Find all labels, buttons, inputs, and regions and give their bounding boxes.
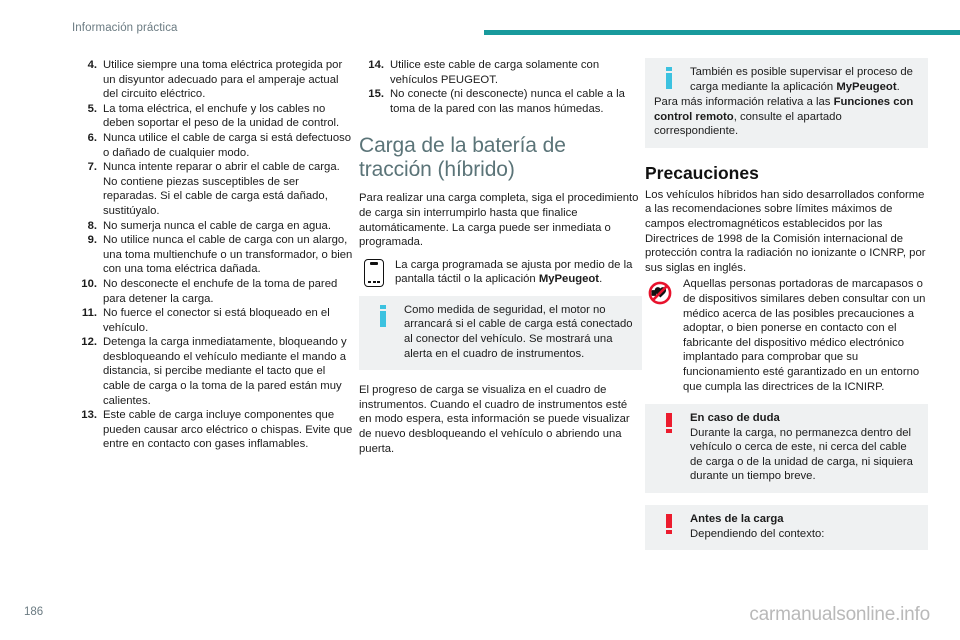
list-item-number: 4. [87,59,97,71]
section-heading-precauciones: Precauciones [645,162,759,183]
header-rule [484,30,960,35]
intro-paragraph: Para realizar una carga completa, siga el procedimiento de carga sin interrumpirlo hasta que finalice automáticamente. La carga puede ser inmediata o programada. [359,192,639,249]
precauciones-paragraph: Los vehículos híbridos han sido desarrollados conforme a las recomendaciones sobre límites máximos de campos electromagnéticos establecidos por las Directrices de 1998 de la Comisión internacional de protección contra la radiación no ionizante o ICNRP, por sus siglas en inglés. [645,188,926,274]
list-item-number: 8. [87,219,97,232]
pacemaker-callout [645,277,928,394]
list-item-text: La toma eléctrica, el enchufe y los cables no deben soportar el peso de la unidad de control. [103,102,340,130]
list-item-text: Nunca utilice el cable de carga si está defectuoso o dañado de cualquier modo. [103,131,352,159]
info-icon [656,66,682,94]
list-item-text: No sumerja nunca el cable de carga en agua. [103,219,331,232]
list-item [359,87,642,116]
info-callout-mypeugeot [645,58,928,148]
list-item-text: No conecte (ni desconecte) nunca el cable a la toma de la pared con las manos húmedas. [390,88,625,115]
list-item [72,408,355,452]
phone-callout-tail: . [599,273,603,286]
list-item [72,233,355,277]
list-item-text: Utilice siempre una toma eléctrica protegida por un disyuntor adecuado para el amperaje actual del circuito eléctrico. [103,59,343,101]
list-item [72,219,355,234]
info-callout-line1: También es posible supervisar el proceso de carga mediante la aplicación [690,66,913,93]
list-item [72,335,355,408]
watermark: carmanualsonline.info [749,604,930,625]
list-item-text: No desconecte el enchufe de la toma de pared para detener la carga. [103,277,338,305]
phone-callout-bold: MyPeugeot [538,273,600,286]
list-item-number: 15. [368,88,384,101]
column-2 [359,58,642,456]
no-pacemaker-icon [647,278,673,306]
info-callout-bold1: MyPeugeot [836,80,897,93]
info-callout-after-bold1: . [896,80,900,93]
warning-text: Durante la carga, no permanezca dentro del vehículo o cerca de este, ni cerca del cable de carga o de la unidad de carga, ni siquiera durante un tiempo breve. [690,426,913,483]
info-callout-after-bold2: , consulte el apartado correspondiente. [654,110,842,138]
column-3 [645,58,928,550]
list-item [72,58,355,102]
list-item-number: 11. [81,307,97,320]
smartphone-icon [361,259,387,287]
list-item-number: 7. [87,161,97,174]
closing-paragraph: El progreso de carga se visualiza en el cuadro de instrumentos. Cuando el cuadro de instrumentos esté en modo espera, esta información se puede visualizar de nuevo desbloqueando el vehículo o abriendo una puerta. [359,384,630,455]
list-item-number: 14. [368,59,384,71]
list-item-text: Utilice este cable de carga solamente con vehículos PEUGEOT. [390,59,600,86]
list-item-text: Nunca intente reparar o abrir el cable de carga. No contiene piezas susceptibles de ser reparadas. Si el cable de carga está dañado, sustitúyalo. [103,161,340,217]
warning-callout-antes [645,505,928,550]
list-item-number: 5. [87,102,97,115]
warning-icon [656,513,682,541]
header-title: Información práctica [72,22,178,34]
info-callout-engine [359,296,642,370]
phone-callout [359,258,642,288]
info-icon [370,304,396,332]
warning-title: Antes de la carga [690,513,784,526]
list-item-text: No fuerce el conector si está bloqueado en el vehículo. [103,307,330,334]
section-heading-carga: Carga de la batería de tracción (híbrido) [359,134,566,182]
list-item-number: 6. [87,131,97,144]
warning-callout-duda [645,404,928,493]
list-item-number: 12. [81,336,97,349]
warning-title: En caso de duda [690,412,780,425]
safety-list-column-1 [72,58,355,452]
list-item-number: 10. [81,277,97,290]
column-1 [72,58,355,452]
list-item [72,306,355,335]
page-header [0,22,960,44]
page-number: 186 [24,606,44,618]
info-callout-line2: Para más información relativa a las [654,96,834,108]
list-item [72,160,355,218]
list-item-number: 9. [87,234,97,247]
list-item-number: 13. [81,409,97,422]
list-item-text: Este cable de carga incluye componentes que pueden causar arco eléctrico o chispas. Evite que entre en contacto con gases inflamables. [103,409,353,451]
list-item-text: No utilice nunca el cable de carga con un alargo, una toma multienchufe o un transformador, o bien con una toma eléctrica dañada. [103,234,353,276]
list-item [72,277,355,306]
list-item [72,131,355,160]
safety-list-column-2 [359,58,642,116]
list-item [359,58,642,87]
warning-text: Dependiendo del contexto: [690,527,825,540]
info-callout-bold2: Funciones con control remoto [654,96,914,123]
warning-icon [656,412,682,440]
pacemaker-callout-text: Aquellas personas portadoras de marcapasos o de dispositivos similares deben consultar con un médico acerca de las posibles precauciones a adoptar, o bien ponerse en contacto con el fabricante del dispositivo médico electrónico implantado para comprobar que su funcionamiento esté garantizado en un entorno que cumpla las directrices de la ICNIRP. [683,278,926,393]
info-callout-text: Como medida de seguridad, el motor no arrancará si el cable de carga está conectado al conector del vehículo. Se mostrará una alerta en el cuadro de instrumentos. [404,303,633,360]
list-item [72,102,355,131]
list-item-text: Detenga la carga inmediatamente, bloqueando y desbloqueando el vehículo mediante el mando a distancia, si percibe mediante el tacto que el cable de carga o la toma de la pared están muy calientes. [103,336,347,407]
phone-callout-lead: La carga programada se ajusta por medio de la pantalla táctil o la aplicación [395,258,633,286]
columns-container [0,58,960,600]
